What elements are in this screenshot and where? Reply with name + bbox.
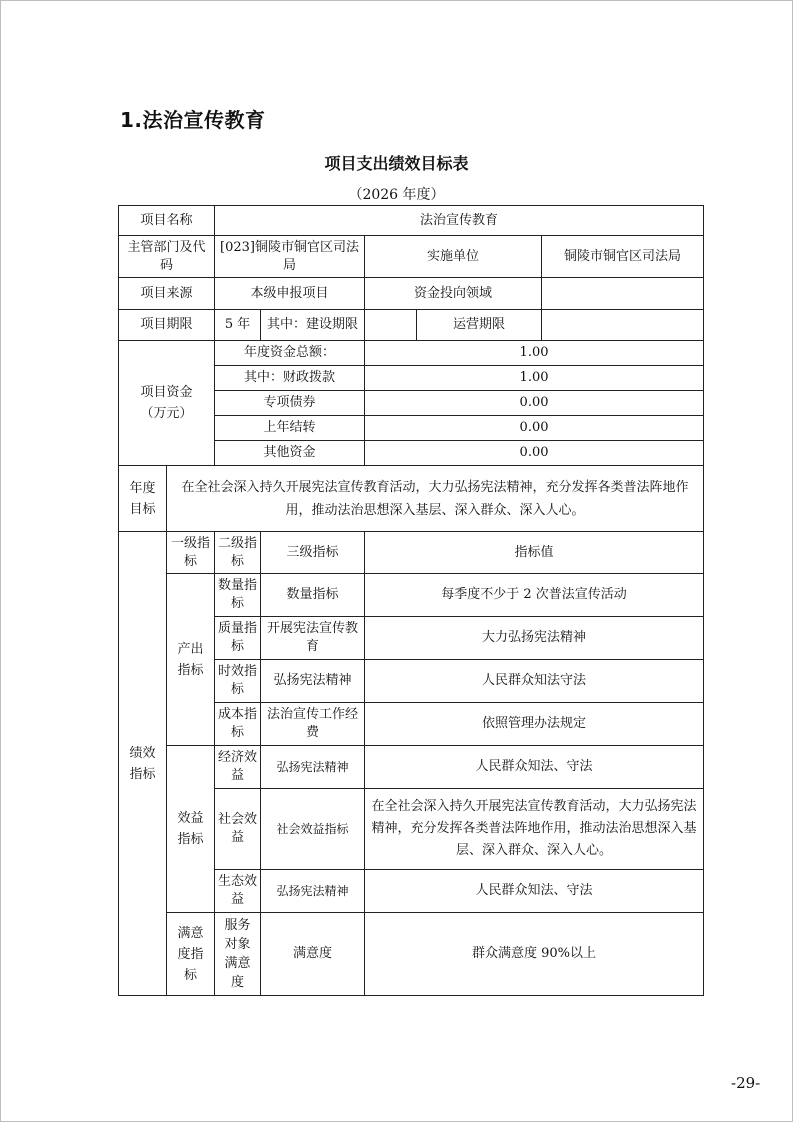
- output-value: 人民群众知法守法: [365, 660, 704, 703]
- funds-row-label: 年度资金总额：: [215, 341, 365, 366]
- funds-row-value: 1.00: [365, 341, 704, 366]
- output-l2: 成本指标: [215, 703, 261, 746]
- row-department: [119, 236, 704, 278]
- output-value: 每季度不少于 2 次普法宣传活动: [365, 574, 704, 617]
- op-label: 运营期限: [417, 310, 542, 341]
- output-label: [167, 574, 215, 746]
- benefit-l2: 经济效益: [215, 746, 261, 789]
- row-benefit-economic: [119, 746, 704, 789]
- benefit-l3: 社会效益指标: [261, 789, 365, 870]
- output-value: 大力弘扬宪法精神: [365, 617, 704, 660]
- benefit-l3: 弘扬宪法精神: [261, 870, 365, 913]
- satisfaction-l3: 满意度: [261, 913, 365, 996]
- funds-row-value: 0.00: [365, 441, 704, 466]
- section-heading: 1.法治宣传教育: [120, 108, 266, 132]
- satisfaction-label: [167, 913, 215, 996]
- output-l2: 数量指标: [215, 574, 261, 617]
- benefit-l3: 弘扬宪法精神: [261, 746, 365, 789]
- benefit-label: [167, 746, 215, 913]
- header-value: 指标值: [365, 532, 704, 574]
- output-l3: 开展宪法宣传教育: [261, 617, 365, 660]
- output-label-text: 产出指标: [177, 641, 204, 678]
- output-l3: 数量指标: [261, 574, 365, 617]
- row-source: [119, 278, 704, 310]
- build-value: [365, 310, 417, 341]
- field-value: [542, 278, 704, 310]
- indicators-label-text: 绩效指标: [129, 745, 156, 782]
- project-name-label: 项目名称: [119, 206, 215, 236]
- benefit-l2: 生态效益: [215, 870, 261, 913]
- funds-row-value: 0.00: [365, 391, 704, 416]
- indicators-label: [119, 532, 167, 996]
- table-title: 项目支出绩效目标表: [324, 154, 469, 173]
- project-name-value: 法治宣传教育: [215, 206, 704, 236]
- row-funds-total: [119, 341, 704, 366]
- op-value: [542, 310, 704, 341]
- satisfaction-l2: [215, 913, 261, 996]
- performance-table: [118, 205, 704, 996]
- impl-label: 实施单位: [365, 236, 542, 278]
- field-label: 资金投向领域: [365, 278, 542, 310]
- source-label: 项目来源: [119, 278, 215, 310]
- funds-row-value: 1.00: [365, 366, 704, 391]
- source-value: 本级申报项目: [215, 278, 365, 310]
- satisfaction-label-text: 满意度指标: [177, 925, 204, 983]
- benefit-value: 人民群众知法、守法: [365, 870, 704, 913]
- dept-value: [023]铜陵市铜官区司法局: [215, 236, 365, 278]
- output-l3: 弘扬宪法精神: [261, 660, 365, 703]
- impl-value: 铜陵市铜官区司法局: [542, 236, 704, 278]
- row-output-quantity: [119, 574, 704, 617]
- funds-row-label: 上年结转: [215, 416, 365, 441]
- funds-label-text: 项目资金（万元）: [140, 385, 193, 421]
- benefit-value: 在全社会深入持久开展宪法宣传教育活动，大力弘扬宪法精神，充分发挥各类普法阵地作用，推动法治思想深入基层、深入群众、深入人心。: [365, 789, 704, 870]
- funds-row-label: 其他资金: [215, 441, 365, 466]
- funds-row-value: 0.00: [365, 416, 704, 441]
- header-l1: 一级指标: [167, 532, 215, 574]
- goal-label-text: 年度目标: [129, 480, 156, 517]
- goal-label: [119, 466, 167, 532]
- build-label: 其中：建设期限: [261, 310, 365, 341]
- funds-row-label: 其中：财政拨款: [215, 366, 365, 391]
- period-label: 项目期限: [119, 310, 215, 341]
- benefit-value: 人民群众知法、守法: [365, 746, 704, 789]
- output-l2: 质量指标: [215, 617, 261, 660]
- row-satisfaction: [119, 913, 704, 996]
- row-period: [119, 310, 704, 341]
- satisfaction-value: 群众满意度 90%以上: [365, 913, 704, 996]
- output-value: 依照管理办法规定: [365, 703, 704, 746]
- header-l3: 三级指标: [261, 532, 365, 574]
- dept-label: 主管部门及代码: [119, 236, 215, 278]
- table-year: （2026 年度）: [348, 187, 445, 203]
- row-indicator-header: [119, 532, 704, 574]
- header-l2: 二级指标: [215, 532, 261, 574]
- row-project-name: [119, 206, 704, 236]
- benefit-label-text: 效益指标: [177, 811, 204, 847]
- output-l2: 时效指标: [215, 660, 261, 703]
- funds-row-label: 专项债券: [215, 391, 365, 416]
- benefit-l2: 社会效益: [215, 789, 261, 870]
- output-l3: 法治宣传工作经费: [261, 703, 365, 746]
- goal-text: 在全社会深入持久开展宪法宣传教育活动，大力弘扬宪法精神，充分发挥各类普法阵地作用，推动法治思想深入基层、深入群众、深入人心。: [167, 466, 704, 532]
- satisfaction-l2-text: 服务对象满意度: [224, 918, 251, 990]
- row-annual-goal: [119, 466, 704, 532]
- period-value: 5 年: [215, 310, 261, 341]
- page-number: -29-: [731, 1074, 761, 1092]
- funds-label: [119, 341, 215, 466]
